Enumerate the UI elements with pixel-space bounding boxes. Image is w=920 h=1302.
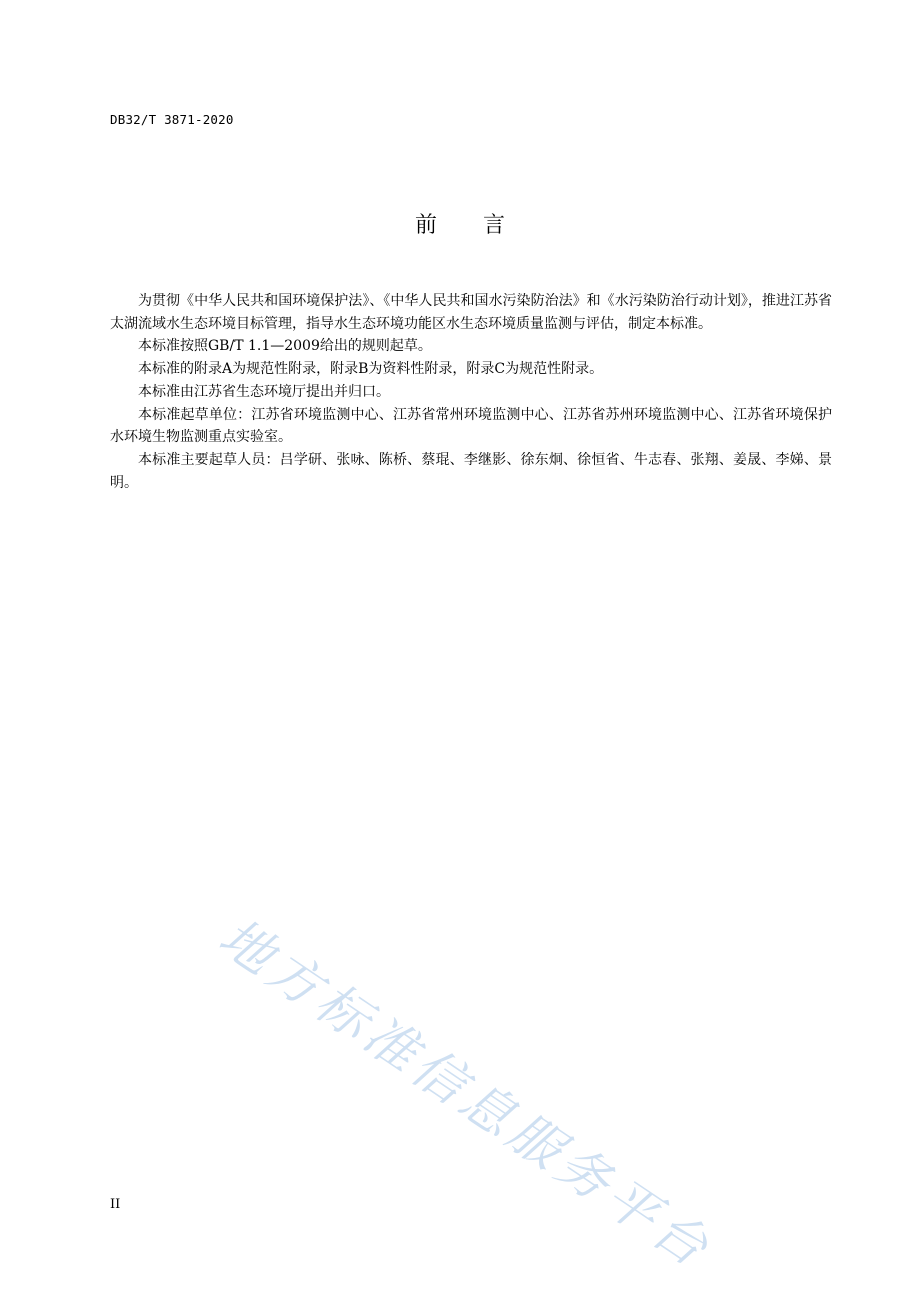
preface-paragraph-appendices: 本标准的附录A为规范性附录，附录B为资料性附录，附录C为规范性附录。 xyxy=(138,361,604,378)
page-title: 前言 xyxy=(414,213,551,238)
document-code: DB32/T 3871-2020 xyxy=(110,112,234,127)
preface-body xyxy=(110,290,832,494)
page-number: II xyxy=(110,1197,121,1212)
preface-paragraph-drafting-units: 本标准起草单位：江苏省环境监测中心、江苏省常州环境监测中心、江苏省苏州环境监测中心、江苏省环境保护水环境生物监测重点实验室。 xyxy=(110,406,832,446)
preface-paragraph-purpose: 为贯彻《中华人民共和国环境保护法》、《中华人民共和国水污染防治法》和《水污染防治行动计划》，推进江苏省太湖流域水生态环境目标管理，指导水生态环境功能区水生态环境质量监测与评估，制定本标准。 xyxy=(110,293,832,332)
preface-paragraph-drafters: 本标准主要起草人员：吕学研、张咏、陈桥、蔡琨、李继影、徐东炯、徐恒省、牛志春、张翔、姜晟、李娣、景明。 xyxy=(110,451,832,491)
watermark: 地方标准信息服务平台 xyxy=(208,907,723,1282)
preface-paragraph-drafting-rules: 本标准按照GB/T 1.1—2009给出的规则起草。 xyxy=(138,338,432,355)
preface-paragraph-proposer: 本标准由江苏省生态环境厅提出并归口。 xyxy=(138,383,390,400)
